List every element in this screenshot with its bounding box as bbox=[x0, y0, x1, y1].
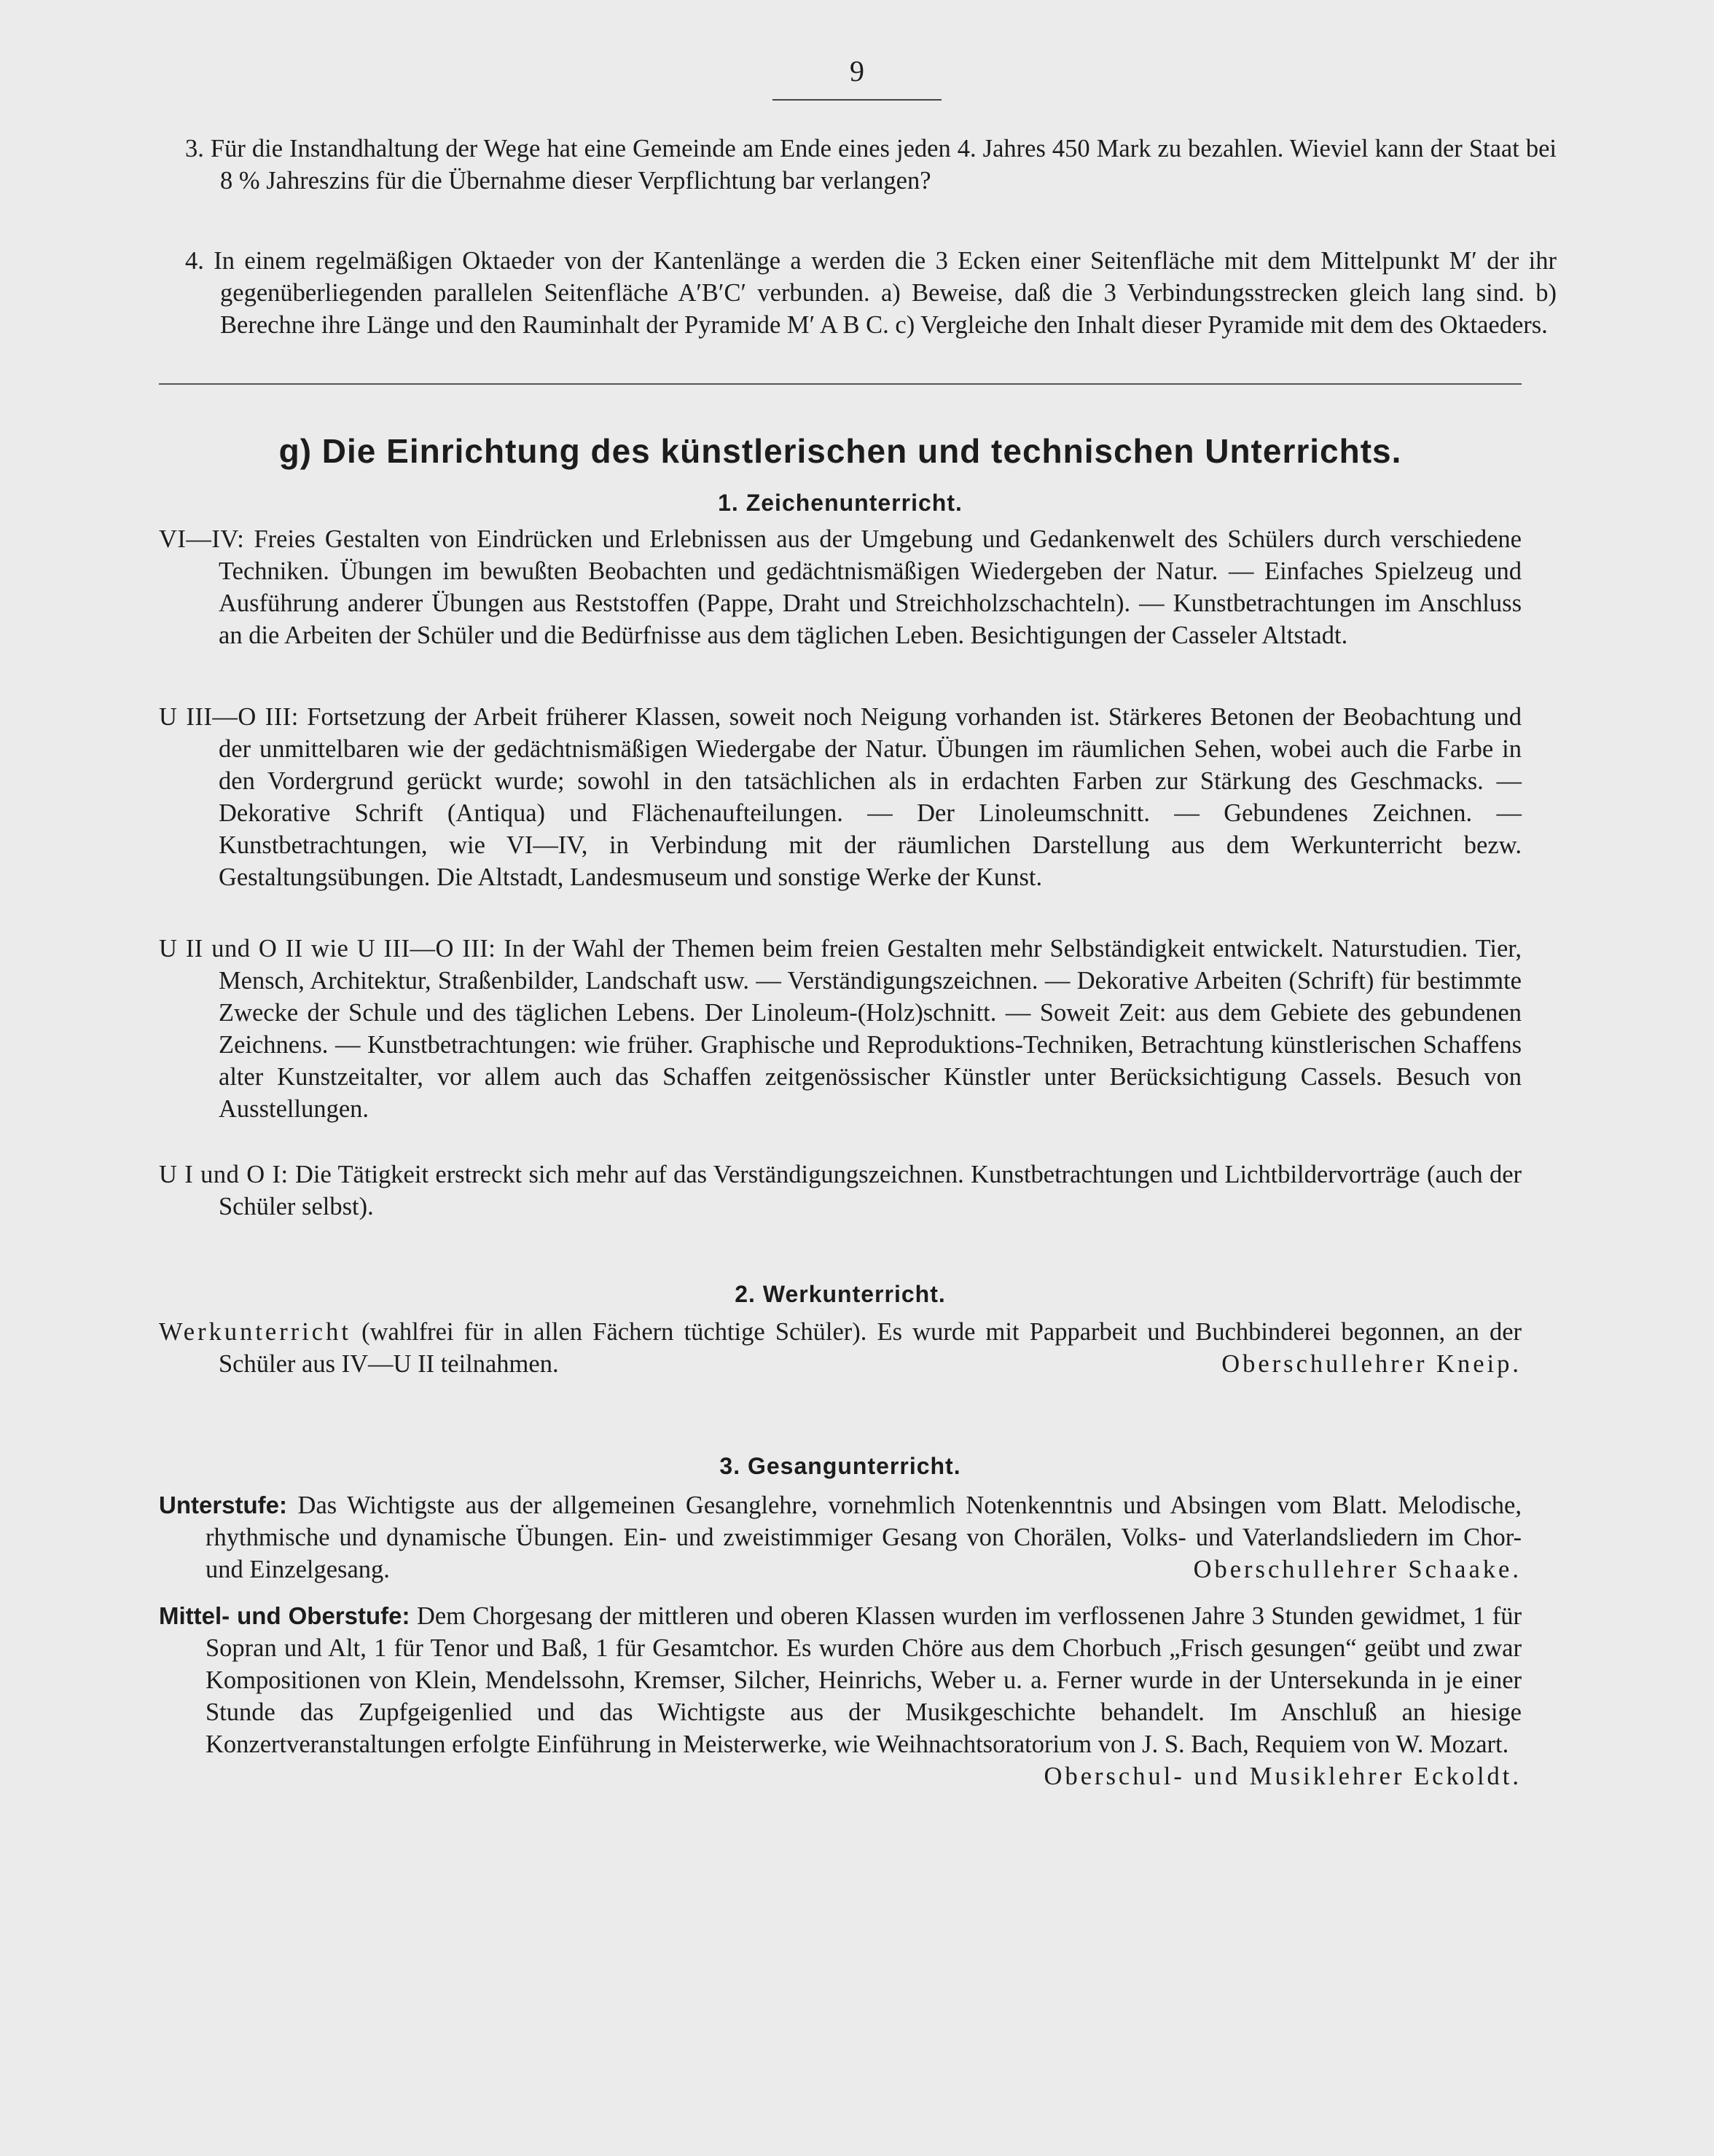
zeichen-text-uii-oii: In der Wahl der Themen beim freien Gestalten mehr Selbständigkeit entwickelt. Naturstudien. Tier, Mensch, Architektur, Straßenbilder, Landschaft usw. — Verständigungszeichnen. — Dekorative Arbeiten (Schrift) für bestimmte Zwecke der Schule und des täglichen Lebens. Der Linoleum-(Holz)schnitt. — Soweit Zeit: aus dem Gebiete des gebundenen Zeichnens. — Kunstbetrachtungen: wie früher. Graphische und Reproduktions-Techniken, Betrachtung künstlerischen Schaffens alter Kunstzeitalter, vor allem auch das Schaffen zeitgenössischer Künstler unter Berücksichtigung Cassels. Besuch von Ausstellungen. bbox=[219, 935, 1522, 1123]
gesang-mittelstufe-paragraph bbox=[159, 1600, 1522, 1792]
gesang-heading: 3. Gesangunterricht. bbox=[719, 1453, 961, 1479]
werk-label: Werkunterricht bbox=[159, 1318, 351, 1346]
zeichen-text-vi-iv: Freies Gestalten von Eindrücken und Erlebnissen aus der Umgebung und Gedankenwelt des Schülers durch verschiedene Techniken. Übungen im bewußten Beobachten und gedächtnismäßigen Wiedergeben der Natur. — Einfaches Spielzeug und Ausführung anderer Übungen aus Reststoffen (Pappe, Draht und Streichholzschachteln). — Kunstbetrachtungen im Anschluss an die Arbeiten der Schüler und die Bedürfnisse aus dem täglichen Leben. Besichtigungen der Casseler Altstadt. bbox=[219, 525, 1522, 649]
zeichen-paragraph-vi-iv bbox=[159, 523, 1522, 651]
zeichen-heading: 1. Zeichenunterricht. bbox=[718, 490, 963, 516]
gesang-mittelstufe-teacher: Oberschul- und Musiklehrer Eckoldt. bbox=[1044, 1763, 1522, 1790]
gesang-unterstufe-teacher: Oberschullehrer Schaake. bbox=[1193, 1556, 1522, 1583]
zeichen-label-uii-oii: U II und O II wie U III—O III: bbox=[159, 935, 496, 963]
section-divider bbox=[159, 383, 1522, 385]
werk-heading: 2. Werkunterricht. bbox=[735, 1281, 946, 1307]
zeichen-label-uiii-oiii: U III—O III: bbox=[159, 703, 299, 731]
problem-4: 4. In einem regelmäßigen Oktaeder von der Kantenlänge a werden die 3 Ecken einer Seitenfläche mit dem Mittelpunkt M′ der ihr gegenüberliegenden parallelen Seitenfläche A′B′C′ verbunden. a) Beweise, daß die 3 Verbindungsstrecken gleich lang sind. b) Berechne ihre Länge und den Rauminhalt der Pyramide M′ A B C. c) Vergleiche den Inhalt dieser Pyramide mit dem des Oktaeders. bbox=[185, 247, 1557, 339]
section-title: g) Die Einrichtung des künstlerischen und technischen Unterrichts. bbox=[278, 432, 1402, 470]
page-number-rule bbox=[772, 99, 942, 101]
gesang-mittelstufe-label: Mittel- und Oberstufe: bbox=[159, 1602, 410, 1629]
zeichen-text-ui-oi: Die Tätigkeit erstreckt sich mehr auf das Verständigungszeichnen. Kunstbetrachtungen und Lichtbildervorträge (auch der Schüler selbst). bbox=[219, 1161, 1522, 1220]
problem-3: 3. Für die Instandhaltung der Wege hat eine Gemeinde am Ende eines jeden 4. Jahres 450 Mark zu bezahlen. Wieviel kann der Staat bei 8 % Jahreszins für die Übernahme dieser Verpflichtung bar verlangen? bbox=[185, 135, 1557, 195]
werk-text: (wahlfrei für in allen Fächern tüchtige Schüler). Es wurde mit Papparbeit und Buchbinderei begonnen, an der Schüler aus IV—U II teilnahmen. bbox=[219, 1318, 1522, 1378]
zeichen-paragraph-uiii-oiii bbox=[159, 701, 1522, 893]
gesang-unterstufe-text: Das Wichtigste aus der allgemeinen Gesanglehre, vornehmlich Notenkenntnis und Absingen vom Blatt. Melodische, rhythmische und dynamische Übungen. Ein- und zweistimmiger Gesang von Chorälen, Volks- und Vaterlandsliedern im Chor- und Einzelgesang. bbox=[206, 1491, 1522, 1583]
gesang-unterstufe-paragraph bbox=[159, 1489, 1522, 1585]
gesang-unterstufe-label: Unterstufe: bbox=[159, 1491, 288, 1518]
gesang-mittelstufe-text: Dem Chorgesang der mittleren und oberen Klassen wurden im verflossenen Jahre 3 Stunden gewidmet, 1 für Sopran und Alt, 1 für Tenor und Baß, 1 für Gesamtchor. Es wurden Chöre aus dem Chorbuch „Frisch gesungen“ geübt und zwar Kompositionen von Klein, Mendelssohn, Kremser, Silcher, Heinrichs, Weber u. a. Ferner wurde in der Untersekunda in je einer Stunde das Zupfgeigenlied und das Wichtigste aus der Musikgeschichte behandelt. Im Anschluß an hiesige Konzertveranstaltungen erfolgte Einführung in Meisterwerke, wie Weihnachtsoratorium von J. S. Bach, Requiem von W. Mozart. bbox=[206, 1602, 1522, 1758]
zeichen-text-uiii-oiii: Fortsetzung der Arbeit früherer Klassen, soweit noch Neigung vorhanden ist. Stärkeres Betonen der Beobachtung und der unmittelbaren wie der gedächtnismäßigen Wiedergabe der Natur. Übungen im räumlichen Sehen, wobei auch die Farbe in den Vordergrund gerückt wurde; sowohl in den tatsächlichen als in erdachten Farben zur Stärkung des Geschmacks. — Dekorative Schrift (Antiqua) und Flächenaufteilungen. — Der Linoleumschnitt. — Gebundenes Zeichnen. — Kunstbetrachtungen, wie VI—IV, in Verbindung mit der räumlichen Darstellung aus dem Werkunterricht bezw. Gestaltungsübungen. Die Altstadt, Landesmuseum und sonstige Werke der Kunst. bbox=[219, 703, 1522, 891]
zeichen-paragraph-ui-oi bbox=[159, 1159, 1522, 1223]
werk-paragraph bbox=[159, 1316, 1522, 1380]
werk-teacher: Oberschullehrer Kneip. bbox=[1221, 1350, 1522, 1378]
zeichen-paragraph-uii-oii bbox=[159, 933, 1522, 1125]
zeichen-label-ui-oi: U I und O I: bbox=[159, 1161, 289, 1188]
page-number: 9 bbox=[850, 55, 864, 87]
zeichen-label-vi-iv: VI—IV: bbox=[159, 525, 245, 553]
